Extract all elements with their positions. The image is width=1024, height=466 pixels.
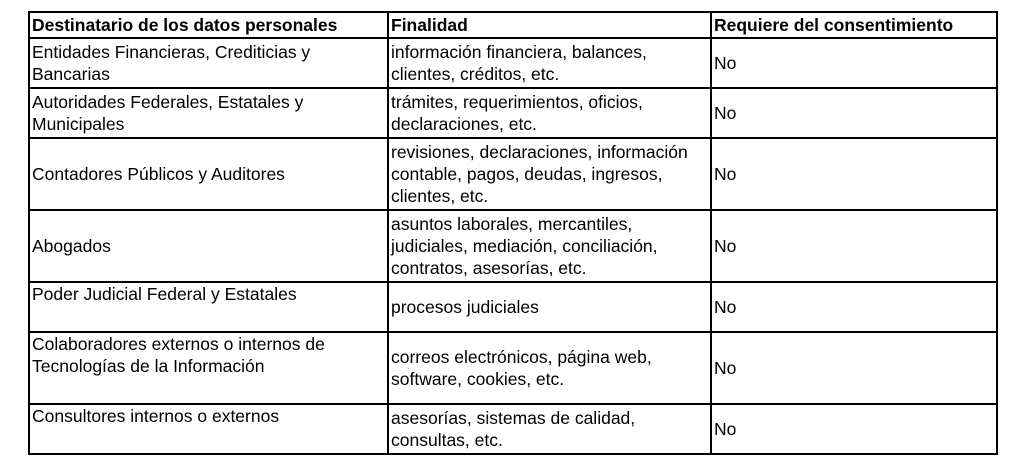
header-destinatario: Destinatario de los datos personales — [29, 12, 388, 38]
table-row — [29, 404, 997, 454]
header-consentimiento: Requiere del consentimiento — [711, 12, 997, 38]
cell-consentimiento: No — [711, 38, 997, 88]
cell-consentimiento: No — [711, 404, 997, 454]
table-body — [29, 38, 997, 454]
cell-destinatario: Abogados — [29, 210, 388, 282]
cell-consentimiento: No — [711, 210, 997, 282]
personal-data-recipients-table — [28, 11, 998, 455]
cell-consentimiento: No — [711, 332, 997, 404]
cell-finalidad: procesos judiciales — [388, 282, 711, 332]
table-row — [29, 210, 997, 282]
table-row — [29, 282, 997, 332]
table-row — [29, 138, 997, 210]
cell-consentimiento: No — [711, 88, 997, 138]
cell-destinatario: Contadores Públicos y Auditores — [29, 138, 388, 210]
table-header — [29, 12, 997, 38]
cell-destinatario: Poder Judicial Federal y Estatales — [29, 282, 388, 332]
table-row — [29, 38, 997, 88]
cell-destinatario: Colaboradores externos o internos de Tecnologías de la Información — [29, 332, 388, 404]
header-finalidad: Finalidad — [388, 12, 711, 38]
cell-consentimiento: No — [711, 282, 997, 332]
cell-finalidad: asesorías, sistemas de calidad, consultas, etc. — [388, 404, 711, 454]
cell-finalidad: información financiera, balances, clientes, créditos, etc. — [388, 38, 711, 88]
table-row — [29, 332, 997, 404]
header-row — [29, 12, 997, 38]
cell-destinatario: Entidades Financieras, Crediticias y Bancarias — [29, 38, 388, 88]
cell-destinatario: Autoridades Federales, Estatales y Municipales — [29, 88, 388, 138]
cell-finalidad: trámites, requerimientos, oficios, declaraciones, etc. — [388, 88, 711, 138]
cell-finalidad: revisiones, declaraciones, información contable, pagos, deudas, ingresos, clientes, etc. — [388, 138, 711, 210]
cell-finalidad: asuntos laborales, mercantiles, judiciales, mediación, conciliación, contratos, asesorías, etc. — [388, 210, 711, 282]
cell-consentimiento: No — [711, 138, 997, 210]
cell-finalidad: correos electrónicos, página web, software, cookies, etc. — [388, 332, 711, 404]
cell-destinatario: Consultores internos o externos — [29, 404, 388, 454]
table-row — [29, 88, 997, 138]
